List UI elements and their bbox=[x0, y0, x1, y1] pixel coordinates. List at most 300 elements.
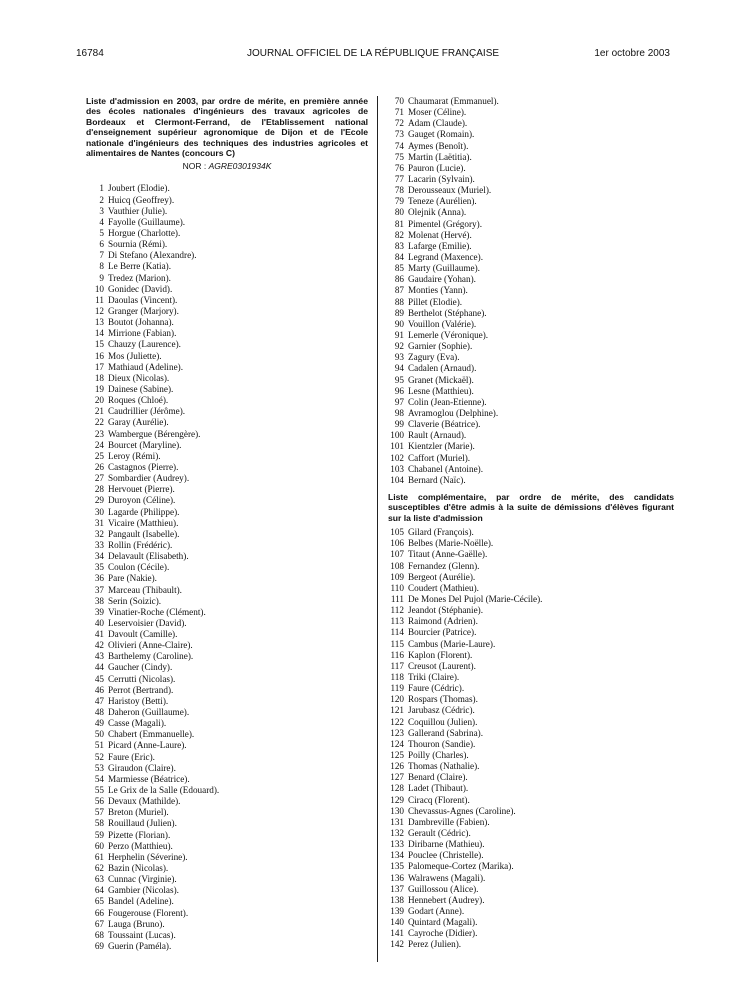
list-item bbox=[86, 373, 368, 384]
list-item bbox=[86, 885, 368, 896]
candidate-name: Cayroche (Didier). bbox=[408, 928, 478, 939]
nor-reference bbox=[86, 161, 368, 171]
rank-number: 70 bbox=[394, 96, 404, 106]
candidate-name: Dambreville (Fabien). bbox=[408, 816, 490, 827]
list-item bbox=[86, 395, 368, 406]
rank-number: 113 bbox=[390, 616, 404, 627]
candidate-name: Faure (Cédric). bbox=[408, 683, 465, 694]
candidate-name: Joubert (Elodie). bbox=[108, 183, 170, 194]
rank-number: 10 bbox=[94, 283, 104, 294]
list-item bbox=[86, 384, 368, 395]
right-column bbox=[388, 96, 674, 950]
rank-number: 9 bbox=[99, 272, 104, 283]
rank-number: 99 bbox=[394, 419, 404, 430]
list-item bbox=[86, 685, 368, 696]
list-item bbox=[388, 661, 674, 672]
list-item bbox=[388, 152, 674, 163]
candidate-name: Claverie (Béatrice). bbox=[408, 419, 481, 430]
candidate-name: Gerault (Cédric). bbox=[408, 827, 471, 838]
candidate-name: Lauga (Bruno). bbox=[108, 918, 165, 929]
list-item bbox=[86, 217, 368, 228]
rank-number: 2 bbox=[99, 194, 104, 205]
list-item bbox=[388, 341, 674, 352]
list-item bbox=[86, 484, 368, 495]
list-item bbox=[388, 884, 674, 895]
list-item bbox=[388, 728, 674, 739]
rank-number: 117 bbox=[390, 660, 404, 671]
list-item bbox=[86, 752, 368, 763]
candidate-name: Gallerand (Sabrina). bbox=[408, 727, 483, 738]
rank-number: 45 bbox=[94, 673, 104, 684]
list-item bbox=[388, 561, 674, 572]
rank-number: 139 bbox=[390, 905, 404, 916]
rank-number: 54 bbox=[94, 773, 104, 784]
rank-number: 71 bbox=[394, 107, 404, 118]
candidate-name: Fougerouse (Florent). bbox=[108, 907, 189, 918]
list-item bbox=[86, 462, 368, 473]
candidate-name: Granger (Marjory). bbox=[108, 305, 179, 316]
journal-title: JOURNAL OFFICIEL DE LA RÉPUBLIQUE FRANÇAISE bbox=[246, 48, 500, 59]
rank-number: 120 bbox=[390, 694, 404, 705]
candidate-name: Chabanel (Antoine). bbox=[408, 463, 484, 474]
candidate-name: Sournia (Rémi). bbox=[108, 239, 168, 250]
list-item bbox=[86, 206, 368, 217]
page-header bbox=[76, 48, 670, 62]
candidate-name: Ciracq (Florent). bbox=[408, 794, 470, 805]
rank-number: 130 bbox=[390, 805, 404, 816]
rank-number: 69 bbox=[94, 941, 104, 951]
candidate-name: Rault (Arnaud). bbox=[408, 430, 467, 441]
list-item bbox=[388, 196, 674, 207]
list-item bbox=[388, 274, 674, 285]
rank-number: 61 bbox=[94, 851, 104, 862]
list-item bbox=[388, 594, 674, 605]
candidate-name: Pillet (Elodie). bbox=[408, 296, 463, 307]
rank-number: 105 bbox=[390, 527, 404, 538]
list-item bbox=[86, 573, 368, 584]
list-item bbox=[388, 572, 674, 583]
candidate-name: Bernard (Naïc). bbox=[408, 474, 466, 485]
list-item bbox=[388, 319, 674, 330]
rank-number: 53 bbox=[94, 762, 104, 773]
list-item bbox=[388, 207, 674, 218]
list-item bbox=[86, 183, 368, 194]
rank-number: 119 bbox=[390, 683, 404, 694]
list-item bbox=[86, 328, 368, 339]
candidate-name: Lemerle (Véronique). bbox=[408, 329, 489, 340]
candidate-name: Bandel (Adeline). bbox=[108, 896, 174, 907]
list-item bbox=[86, 640, 368, 651]
rank-number: 132 bbox=[390, 827, 404, 838]
candidate-name: Castagnos (Pierre). bbox=[108, 461, 179, 472]
candidate-name: Marceau (Thibault). bbox=[108, 584, 182, 595]
candidate-name: Pauron (Lucie). bbox=[408, 162, 466, 173]
list-item bbox=[86, 930, 368, 941]
list-item bbox=[388, 694, 674, 705]
rank-number: 1 bbox=[99, 183, 104, 194]
candidate-name: Daheron (Guillaume). bbox=[108, 707, 190, 718]
rank-number: 59 bbox=[94, 829, 104, 840]
complementary-list-heading: Liste complémentaire, par ordre de mérite, des candidats susceptibles d'être admis à la suite de démissions d'élèves figurant sur la liste d'admission bbox=[388, 491, 674, 523]
candidate-name: Lesne (Matthieu). bbox=[408, 385, 474, 396]
rank-number: 112 bbox=[390, 605, 404, 616]
candidate-name: Faure (Eric). bbox=[108, 751, 155, 762]
admission-list-heading: Liste d'admission en 2003, par ordre de mérite, en première année des écoles nationales d'ingénieurs des travaux agricoles de Bordeaux et Clermont-Ferrand, de l'Etablissement national d'enseignement supérieur agronomique de Dijon et de l'Ecole nationale d'ingénieurs des techniques des industries agricoles et alimentaires de Nantes (concours C) bbox=[86, 96, 368, 159]
candidate-name: Thomas (Nathalie). bbox=[408, 761, 480, 772]
rank-number: 85 bbox=[394, 263, 404, 274]
list-item bbox=[388, 906, 674, 917]
list-item bbox=[86, 852, 368, 863]
list-item bbox=[388, 363, 674, 374]
rank-number: 74 bbox=[394, 140, 404, 151]
candidate-name: Gonidec (David). bbox=[108, 283, 173, 294]
rank-number: 79 bbox=[394, 196, 404, 207]
list-item bbox=[388, 219, 674, 230]
list-item bbox=[388, 873, 674, 884]
list-item bbox=[86, 495, 368, 506]
rank-number: 101 bbox=[390, 441, 404, 452]
rank-number: 44 bbox=[94, 662, 104, 673]
list-item bbox=[388, 627, 674, 638]
list-item bbox=[86, 273, 368, 284]
rank-number: 17 bbox=[94, 361, 104, 372]
rank-number: 38 bbox=[94, 595, 104, 606]
rank-number: 5 bbox=[99, 228, 104, 238]
list-item bbox=[86, 618, 368, 629]
candidate-name: Chevassus-Agnes (Caroline). bbox=[408, 805, 516, 816]
candidate-name: Bourcet (Maryline). bbox=[108, 439, 182, 450]
list-item bbox=[86, 740, 368, 751]
candidate-name: Benard (Claire). bbox=[408, 772, 468, 783]
list-item bbox=[388, 795, 674, 806]
list-item bbox=[388, 928, 674, 939]
list-item bbox=[388, 939, 674, 950]
list-item bbox=[388, 141, 674, 152]
rank-number: 22 bbox=[94, 417, 104, 428]
candidate-name: Perzo (Matthieu). bbox=[108, 840, 173, 851]
list-item bbox=[86, 629, 368, 640]
candidate-name: Jeandot (Stéphanie). bbox=[408, 605, 484, 616]
candidate-name: Pare (Nakie). bbox=[108, 573, 157, 584]
rank-number: 126 bbox=[390, 761, 404, 772]
rank-number: 110 bbox=[390, 582, 404, 593]
rank-number: 111 bbox=[390, 593, 404, 604]
list-item bbox=[86, 406, 368, 417]
rank-number: 134 bbox=[390, 850, 404, 861]
rank-number: 137 bbox=[390, 883, 404, 894]
candidate-name: Monties (Yann). bbox=[408, 285, 468, 296]
list-item bbox=[388, 639, 674, 650]
rank-number: 11 bbox=[95, 294, 104, 305]
candidate-name: Horgue (Charlotte). bbox=[108, 228, 181, 238]
list-item bbox=[388, 230, 674, 241]
list-item bbox=[388, 241, 674, 252]
rank-number: 14 bbox=[94, 328, 104, 339]
candidate-name: Poilly (Charles). bbox=[408, 749, 469, 760]
candidate-name: Avramoglou (Delphine). bbox=[408, 407, 499, 418]
rank-number: 80 bbox=[394, 207, 404, 218]
rank-number: 39 bbox=[94, 606, 104, 617]
candidate-name: Berthelot (Stéphane). bbox=[408, 307, 487, 318]
list-item bbox=[86, 941, 368, 952]
list-item bbox=[388, 430, 674, 441]
candidate-name: Herphelin (Séverine). bbox=[108, 851, 188, 862]
candidate-name: Vauthier (Julie). bbox=[108, 205, 168, 216]
rank-number: 89 bbox=[394, 307, 404, 318]
candidate-name: Lafarge (Emilie). bbox=[408, 240, 472, 251]
candidate-name: Davoult (Camille). bbox=[108, 629, 178, 640]
candidate-name: Belbes (Marie-Noëlle). bbox=[408, 538, 494, 549]
list-item bbox=[86, 785, 368, 796]
list-item bbox=[86, 417, 368, 428]
list-item bbox=[388, 683, 674, 694]
candidate-name: Olejnik (Anna). bbox=[408, 207, 467, 218]
candidate-name: Vouillon (Valérie). bbox=[408, 318, 477, 329]
list-item bbox=[388, 761, 674, 772]
list-item bbox=[388, 163, 674, 174]
candidate-name: Mos (Juliette). bbox=[108, 350, 162, 361]
candidate-name: Quintard (Magali). bbox=[408, 917, 478, 928]
candidate-name: Lacarin (Sylvain). bbox=[408, 173, 475, 184]
list-item bbox=[86, 339, 368, 350]
candidate-name: Pimentel (Grégory). bbox=[408, 218, 482, 229]
rank-number: 67 bbox=[94, 918, 104, 929]
list-item bbox=[388, 861, 674, 872]
rank-number: 138 bbox=[390, 894, 404, 905]
rank-number: 63 bbox=[94, 874, 104, 885]
rank-number: 41 bbox=[94, 629, 104, 640]
column-divider bbox=[377, 96, 378, 962]
candidate-name: Pouclee (Christelle). bbox=[408, 850, 484, 861]
rank-number: 7 bbox=[99, 250, 104, 261]
rank-number: 141 bbox=[390, 928, 404, 939]
publication-date: 1er octobre 2003 bbox=[594, 48, 670, 59]
candidate-name: Leservoisier (David). bbox=[108, 617, 187, 628]
rank-number: 15 bbox=[94, 339, 104, 350]
candidate-name: Bazin (Nicolas). bbox=[108, 863, 169, 874]
candidate-name: Palomeque-Cortez (Marika). bbox=[408, 861, 514, 872]
list-item bbox=[388, 419, 674, 430]
candidate-name: Bourcier (Patrice). bbox=[408, 627, 477, 638]
rank-number: 77 bbox=[394, 173, 404, 184]
candidate-name: Marmiesse (Béatrice). bbox=[108, 773, 190, 784]
list-item bbox=[86, 729, 368, 740]
candidate-name: Roques (Chloé). bbox=[108, 395, 169, 406]
candidate-name: Barthelemy (Caroline). bbox=[108, 651, 194, 662]
list-item bbox=[388, 705, 674, 716]
candidate-name: Guillossou (Alice). bbox=[408, 883, 479, 894]
rank-number: 62 bbox=[94, 863, 104, 874]
candidate-name: Rollin (Frédéric). bbox=[108, 539, 173, 550]
rank-number: 72 bbox=[394, 118, 404, 129]
list-item bbox=[86, 830, 368, 841]
rank-number: 121 bbox=[390, 705, 404, 716]
rank-number: 60 bbox=[94, 840, 104, 851]
candidate-name: Dainese (Sabine). bbox=[108, 383, 174, 394]
rank-number: 103 bbox=[390, 463, 404, 474]
list-item bbox=[388, 772, 674, 783]
list-item bbox=[388, 118, 674, 129]
candidate-name: Kaplon (Florent). bbox=[408, 649, 473, 660]
list-item bbox=[86, 228, 368, 239]
rank-number: 108 bbox=[390, 560, 404, 571]
list-item bbox=[388, 107, 674, 118]
candidate-name: Guerin (Paméla). bbox=[108, 941, 172, 951]
left-column bbox=[86, 96, 368, 952]
rank-number: 140 bbox=[390, 917, 404, 928]
list-item bbox=[86, 529, 368, 540]
list-item bbox=[86, 662, 368, 673]
rank-number: 57 bbox=[94, 807, 104, 818]
list-item bbox=[388, 750, 674, 761]
candidate-name: Triki (Claire). bbox=[408, 671, 460, 682]
rank-number: 106 bbox=[390, 538, 404, 549]
candidate-name: Mirrione (Fabian). bbox=[108, 328, 177, 339]
list-item bbox=[86, 896, 368, 907]
list-item bbox=[388, 650, 674, 661]
list-item bbox=[86, 551, 368, 562]
list-item bbox=[86, 451, 368, 462]
list-item bbox=[388, 96, 674, 107]
rank-number: 50 bbox=[94, 729, 104, 740]
candidate-name: Cadalen (Arnaud). bbox=[408, 363, 477, 374]
candidate-name: Hervouet (Pierre). bbox=[108, 484, 175, 495]
candidate-name: Le Berre (Katia). bbox=[108, 261, 171, 272]
list-item bbox=[86, 707, 368, 718]
candidate-name: Marty (Guillaume). bbox=[408, 263, 480, 274]
rank-number: 48 bbox=[94, 707, 104, 718]
candidate-name: Lagarde (Philippe). bbox=[108, 506, 180, 517]
list-item bbox=[86, 585, 368, 596]
candidate-name: Gilard (François). bbox=[408, 527, 474, 538]
rank-number: 27 bbox=[94, 473, 104, 484]
list-item bbox=[388, 352, 674, 363]
list-item bbox=[388, 828, 674, 839]
candidate-name: Mathiaud (Adeline). bbox=[108, 361, 184, 372]
list-item bbox=[86, 261, 368, 272]
candidate-name: Martin (Laëtitia). bbox=[408, 151, 472, 162]
candidate-name: Giraudon (Claire). bbox=[108, 762, 176, 773]
candidate-name: Derousseaux (Muriel). bbox=[408, 185, 492, 196]
rank-number: 24 bbox=[94, 439, 104, 450]
list-item bbox=[86, 473, 368, 484]
candidate-name: Chabert (Emmanuelle). bbox=[108, 729, 195, 740]
rank-number: 31 bbox=[94, 517, 104, 528]
rank-number: 47 bbox=[94, 695, 104, 706]
rank-number: 34 bbox=[94, 551, 104, 562]
candidate-name: Toussaint (Lucas). bbox=[108, 929, 176, 940]
nor-code: AGRE0301934K bbox=[208, 161, 272, 172]
rank-number: 3 bbox=[99, 205, 104, 216]
rank-number: 92 bbox=[394, 341, 404, 352]
rank-number: 68 bbox=[94, 929, 104, 940]
rank-number: 28 bbox=[94, 484, 104, 495]
rank-number: 78 bbox=[394, 185, 404, 196]
candidate-name: Bergeot (Aurélie). bbox=[408, 571, 476, 582]
list-item bbox=[388, 527, 674, 538]
rank-number: 46 bbox=[94, 684, 104, 695]
list-item bbox=[86, 518, 368, 529]
rank-number: 55 bbox=[94, 785, 104, 796]
list-item bbox=[388, 330, 674, 341]
candidate-name: Rouillaud (Julien). bbox=[108, 818, 177, 829]
rank-number: 65 bbox=[94, 896, 104, 907]
rank-number: 33 bbox=[94, 539, 104, 550]
rank-number: 84 bbox=[394, 251, 404, 262]
rank-number: 90 bbox=[394, 318, 404, 329]
rank-number: 125 bbox=[390, 749, 404, 760]
rank-number: 32 bbox=[94, 528, 104, 539]
list-item bbox=[388, 672, 674, 683]
rank-number: 87 bbox=[394, 285, 404, 296]
candidate-name: De Mones Del Pujol (Marie-Cécile). bbox=[408, 593, 543, 604]
admission-list-right bbox=[388, 96, 674, 486]
list-item bbox=[388, 297, 674, 308]
rank-number: 131 bbox=[390, 816, 404, 827]
rank-number: 133 bbox=[390, 839, 404, 850]
candidate-name: Perrot (Bertrand). bbox=[108, 684, 174, 695]
candidate-name: Gaudaire (Yohan). bbox=[408, 274, 476, 285]
candidate-name: Zagury (Eva). bbox=[408, 352, 460, 363]
list-item bbox=[86, 562, 368, 573]
rank-number: 86 bbox=[394, 274, 404, 285]
rank-number: 12 bbox=[94, 305, 104, 316]
rank-number: 102 bbox=[390, 452, 404, 463]
rank-number: 93 bbox=[394, 352, 404, 363]
rank-number: 115 bbox=[390, 638, 404, 649]
candidate-name: Caudrillier (Jérôme). bbox=[108, 406, 186, 417]
candidate-name: Hennebert (Audrey). bbox=[408, 894, 485, 905]
rank-number: 123 bbox=[390, 727, 404, 738]
list-item bbox=[388, 783, 674, 794]
list-item bbox=[86, 919, 368, 930]
candidate-name: Serin (Soizic). bbox=[108, 595, 162, 606]
list-item bbox=[86, 596, 368, 607]
candidate-name: Walrawens (Magali). bbox=[408, 872, 486, 883]
candidate-name: Tredez (Marion). bbox=[108, 272, 171, 283]
candidate-name: Olivieri (Anne-Claire). bbox=[108, 640, 193, 651]
list-item bbox=[388, 839, 674, 850]
rank-number: 97 bbox=[394, 396, 404, 407]
candidate-name: Cunnac (Virginie). bbox=[108, 874, 177, 885]
list-item bbox=[86, 250, 368, 261]
list-item bbox=[86, 674, 368, 685]
list-item bbox=[388, 252, 674, 263]
rank-number: 100 bbox=[390, 430, 404, 441]
list-item bbox=[388, 583, 674, 594]
list-item bbox=[388, 917, 674, 928]
list-item bbox=[86, 796, 368, 807]
list-item bbox=[388, 285, 674, 296]
rank-number: 52 bbox=[94, 751, 104, 762]
rank-number: 122 bbox=[390, 716, 404, 727]
rank-number: 98 bbox=[394, 407, 404, 418]
candidate-name: Moser (Céline). bbox=[408, 107, 467, 118]
list-item bbox=[388, 441, 674, 452]
list-item bbox=[86, 351, 368, 362]
rank-number: 36 bbox=[94, 573, 104, 584]
list-item bbox=[86, 429, 368, 440]
candidate-name: Chaumarat (Emmanuel). bbox=[408, 96, 499, 106]
rank-number: 43 bbox=[94, 651, 104, 662]
candidate-name: Delavault (Elisabeth). bbox=[108, 551, 189, 562]
rank-number: 23 bbox=[94, 428, 104, 439]
candidate-name: Breton (Muriel). bbox=[108, 807, 169, 818]
list-item bbox=[388, 308, 674, 319]
candidate-name: Boutot (Johanna). bbox=[108, 317, 174, 328]
rank-number: 82 bbox=[394, 229, 404, 240]
list-item bbox=[388, 129, 674, 140]
